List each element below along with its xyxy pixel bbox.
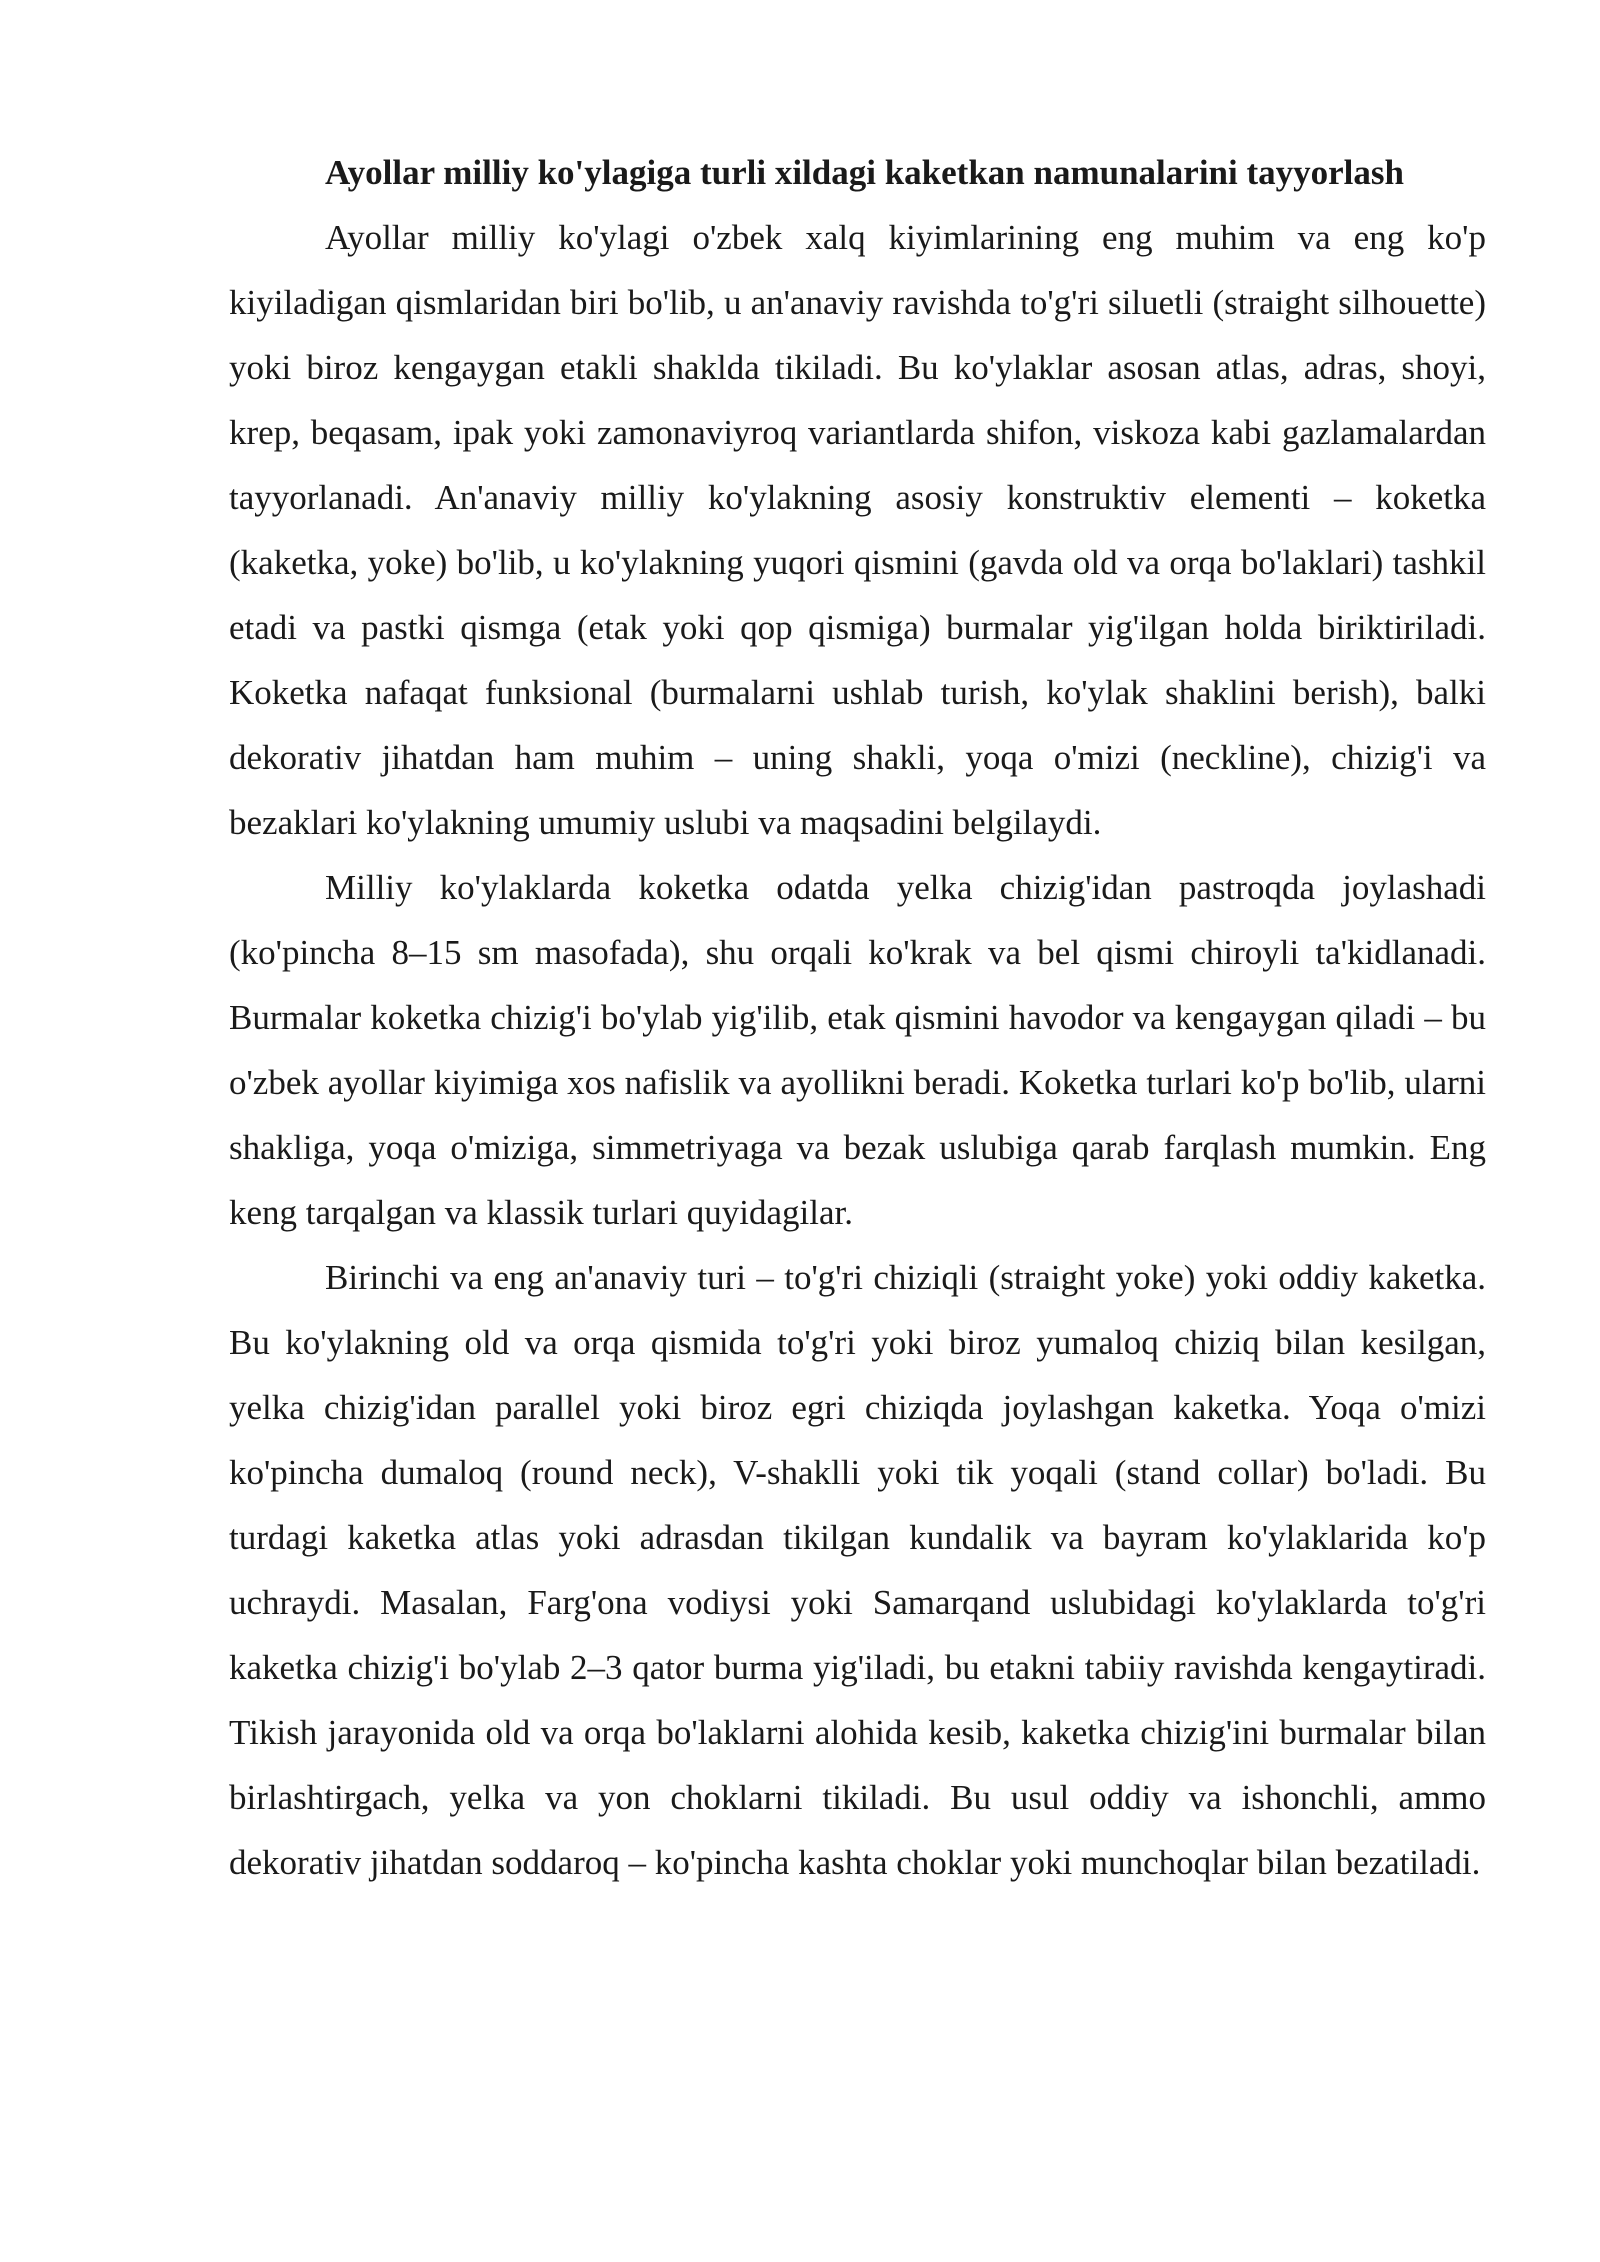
- document-title: Ayollar milliy ko'ylagiga turli xildagi kaketkan namunalarini tayyorlash: [325, 153, 1404, 192]
- paragraph-yoke-position: Milliy ko'ylaklarda koketka odatda yelka chizig'idan pastroqda joylashadi (ko'pincha 8–15 sm masofada), shu orqali ko'krak va bel qismi chiroyli ta'kidlanadi. Burmalar koketka chizig'i bo'ylab yig'ilib, etak qismini havodor va kengaygan qiladi – bu o'zbek ayollar kiyimiga xos nafislik va ayollikni beradi. Koketka turlari ko'p bo'lib, ularni shakliga, yoqa o'miziga, simmetriyaga va bezak uslubiga qarab farqlash mumkin. Eng keng tarqalgan va klassik turlari quyidagilar.: [229, 868, 1486, 1232]
- document-page: [229, 140, 1486, 1895]
- paragraph-straight-yoke: Birinchi va eng an'anaviy turi – to'g'ri chiziqli (straight yoke) yoki oddiy kaketka. Bu ko'ylakning old va orqa qismida to'g'ri yoki biroz yumaloq chiziq bilan kesilgan, yelka chizig'idan parallel yoki biroz egri chiziqda joylashgan kaketka. Yoqa o'mizi ko'pincha dumaloq (round neck), V-shaklli yoki tik yoqali (stand collar) bo'ladi. Bu turdagi kaketka atlas yoki adrasdan tikilgan kundalik va bayram ko'ylaklarida ko'p uchraydi. Masalan, Farg'ona vodiysi yoki Samarqand uslubidagi ko'ylaklarda to'g'ri kaketka chizig'i bo'ylab 2–3 qator burma yig'iladi, bu etakni tabiiy ravishda kengaytiradi. Tikish jarayonida old va orqa bo'laklarni alohida kesib, kaketka chizig'ini burmalar bilan birlashtirgach, yelka va yon choklarni tikiladi. Bu usul oddiy va ishonchli, ammo dekorativ jihatdan soddaroq – ko'pincha kashta choklar yoki munchoqlar bilan bezatiladi.: [229, 1258, 1486, 1882]
- paragraph-intro: Ayollar milliy ko'ylagi o'zbek xalq kiyimlarining eng muhim va eng ko'p kiyiladigan qismlaridan biri bo'lib, u an'anaviy ravishda to'g'ri siluetli (straight silhouette) yoki biroz kengaygan etakli shaklda tikiladi. Bu ko'ylaklar asosan atlas, adras, shoyi, krep, beqasam, ipak yoki zamonaviyroq variantlarda shifon, viskoza kabi gazlamalardan tayyorlanadi. An'anaviy milliy ko'ylakning asosiy konstruktiv elementi – koketka (kaketka, yoke) bo'lib, u ko'ylakning yuqori qismini (gavda old va orqa bo'laklari) tashkil etadi va pastki qismga (etak yoki qop qismiga) burmalar yig'ilgan holda biriktiriladi. Koketka nafaqat funksional (burmalarni ushlab turish, ko'ylak shaklini berish), balki dekorativ jihatdan ham muhim – uning shakli, yoqa o'mizi (neckline), chizig'i va bezaklari ko'ylakning umumiy uslubi va maqsadini belgilaydi.: [229, 218, 1486, 842]
